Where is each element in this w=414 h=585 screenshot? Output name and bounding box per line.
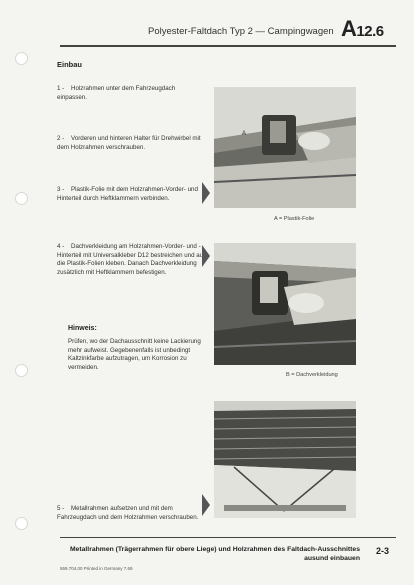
step-1: 1 - Holzrahmen unter dem Fahrzeugdach einpassen. xyxy=(57,85,176,101)
note-heading: Hinweis: xyxy=(68,325,97,332)
punch-hole xyxy=(15,364,28,377)
step-arrow-marker xyxy=(202,494,210,516)
print-info: 559.704.00 Printed in Germany 7.69 xyxy=(60,566,133,571)
step-arrow-marker xyxy=(202,182,210,204)
step-3: 3 - Plastik-Folie mit dem Holzrahmen-Vorder- und Hinterteil durch Heftklammern verbinden. xyxy=(57,186,198,202)
punch-hole xyxy=(15,517,28,530)
punch-hole xyxy=(15,192,28,205)
page-title: Polyester-Faltdach Typ 2 — Campingwagen xyxy=(148,26,334,37)
page-number: 2-3 xyxy=(376,546,390,556)
footer-divider xyxy=(60,537,396,538)
photo-caption-a: A = Plastik-Folie xyxy=(274,216,315,222)
step-arrow-marker xyxy=(202,245,210,267)
footer-title: Metallrahmen (Trägerrahmen für obere Liege) und Holzrahmen des Faltdach-Ausschnittes ausund einbauen xyxy=(69,546,360,562)
step-5: 5 - Metallrahmen aufsetzen und mit dem Fahrzeugdach und dem Holzrahmen verschrauben. xyxy=(57,505,199,521)
photo-marker-a: A xyxy=(242,131,247,137)
photo-caption-b: B = Dachverkleidung xyxy=(286,372,338,378)
step-4: 4 - Dachverkleidung am Holzrahmen-Vorder- und -Hinterteil mit Universalkleber D12 bestreichen und auf die Plastik-Folien kleben. Danach Dachverkleidung zusätzlich mit Heftklammern befestigen. xyxy=(57,243,205,276)
step-2: 2 - Vorderen und hinteren Halter für Drehwirbel mit dem Holzrahmen verschrauben. xyxy=(57,135,201,151)
punch-hole xyxy=(15,52,28,65)
section-heading: Einbau xyxy=(57,60,83,69)
photo-roof-lining xyxy=(214,243,356,365)
photo-plastic-film xyxy=(214,87,356,208)
header-divider xyxy=(60,45,396,47)
photo-metal-frame xyxy=(214,401,356,518)
note-text: Prüfen, wo der Dachausschnitt keine Lackierung mehr aufweist. Gegebenenfalls ist unbedingt Kaltzinkfarbe aufzutragen, um Korrosion zu vermeiden. xyxy=(68,338,201,371)
section-code: A12.6 xyxy=(341,16,384,41)
